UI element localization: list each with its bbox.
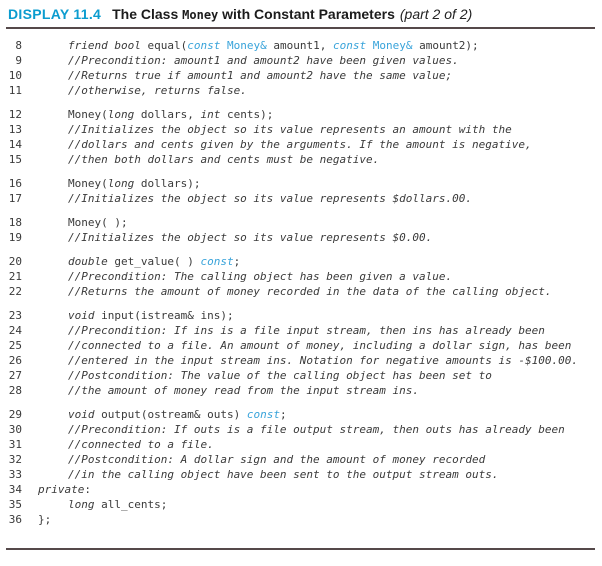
code-text: //entered in the input stream ins. Notation for negative amounts is -$100.00. — [68, 354, 578, 367]
code-listing — [8, 38, 600, 527]
code-line — [8, 407, 600, 422]
line-number: 20 — [8, 255, 22, 268]
code-text: //Precondition: If ins is a file input stream, then ins has already been — [68, 324, 545, 337]
code-line — [8, 68, 600, 83]
code-line — [8, 83, 600, 98]
line-number: 36 — [8, 513, 22, 526]
code-line — [8, 497, 600, 512]
code-line — [8, 353, 600, 368]
display-title-text-2: with Constant Parameters — [218, 6, 395, 22]
code-text: //Postcondition: The value of the calling object has been set to — [68, 369, 492, 382]
code-line — [8, 512, 600, 527]
code-line — [8, 308, 600, 323]
line-number: 34 — [8, 483, 22, 496]
code-text: //otherwise, returns false. — [68, 84, 247, 97]
code-text: //Precondition: amount1 and amount2 have been given values. — [68, 54, 459, 67]
line-number: 33 — [8, 468, 22, 481]
code-text: //Precondition: If outs is a file output stream, then outs has already been — [68, 423, 565, 436]
line-number: 29 — [8, 408, 22, 421]
code-text: private: — [38, 483, 91, 496]
code-line — [8, 215, 600, 230]
code-line — [8, 422, 600, 437]
line-number: 10 — [8, 69, 22, 82]
code-line — [8, 107, 600, 122]
code-line — [8, 122, 600, 137]
line-number: 35 — [8, 498, 22, 511]
code-text: //Precondition: The calling object has been given a value. — [68, 270, 453, 283]
code-text: //then both dollars and cents must be negative. — [68, 153, 380, 166]
code-line — [8, 191, 600, 206]
code-text: Money(long dollars); — [68, 177, 201, 190]
code-text: double get_value( ) const; — [68, 255, 241, 268]
header-divider — [6, 27, 595, 29]
bottom-divider — [6, 548, 595, 550]
code-text: //Initializes the object so its value represents an amount with the — [68, 123, 512, 136]
line-number: 15 — [8, 153, 22, 166]
display-title — [112, 6, 395, 22]
code-text: void input(istream& ins); — [68, 309, 234, 322]
line-number: 18 — [8, 216, 22, 229]
line-number: 8 — [15, 39, 22, 52]
code-text: //in the calling object have been sent to the output stream outs. — [68, 468, 499, 481]
line-number: 25 — [8, 339, 22, 352]
code-text: //dollars and cents given by the arguments. If the amount is negative, — [68, 138, 532, 151]
line-number: 17 — [8, 192, 22, 205]
code-line — [8, 452, 600, 467]
code-line — [8, 467, 600, 482]
code-text: friend bool equal(const Money& amount1, const Money& amount2); — [68, 39, 479, 52]
line-number: 30 — [8, 423, 22, 436]
code-text: //Initializes the object so its value represents $dollars.00. — [68, 192, 472, 205]
line-number: 21 — [8, 270, 22, 283]
code-line — [8, 137, 600, 152]
code-line — [8, 383, 600, 398]
code-line — [8, 368, 600, 383]
code-line — [8, 482, 600, 497]
code-text: Money(long dollars, int cents); — [68, 108, 274, 121]
code-text: //connected to a file. — [68, 438, 214, 451]
code-line — [8, 323, 600, 338]
code-text: //connected to a file. An amount of money, including a dollar sign, has been — [68, 339, 572, 352]
display-header — [8, 6, 598, 22]
line-number: 32 — [8, 453, 22, 466]
code-line — [8, 254, 600, 269]
line-number: 26 — [8, 354, 22, 367]
line-number: 27 — [8, 369, 22, 382]
code-line — [8, 53, 600, 68]
code-text: }; — [38, 513, 52, 526]
display-part-label: (part 2 of 2) — [399, 6, 473, 22]
code-line — [8, 338, 600, 353]
line-number: 11 — [8, 84, 22, 97]
code-text: //Postcondition: A dollar sign and the amount of money recorded — [68, 453, 486, 466]
code-line — [8, 230, 600, 245]
line-number: 22 — [8, 285, 22, 298]
display-title-text-1: The Class — [112, 6, 183, 22]
code-text: //the amount of money read from the input stream ins. — [68, 384, 419, 397]
line-number: 9 — [15, 54, 22, 67]
code-line — [8, 38, 600, 53]
line-number: 13 — [8, 123, 22, 136]
code-text: //Initializes the object so its value represents $0.00. — [68, 231, 433, 244]
code-line — [8, 269, 600, 284]
line-number: 28 — [8, 384, 22, 397]
code-text: Money( ); — [68, 216, 128, 229]
code-line — [8, 152, 600, 167]
code-line — [8, 284, 600, 299]
line-number: 16 — [8, 177, 22, 190]
code-line — [8, 176, 600, 191]
code-text: long all_cents; — [68, 498, 168, 511]
line-number: 31 — [8, 438, 22, 451]
line-number: 23 — [8, 309, 22, 322]
code-text: //Returns the amount of money recorded in the data of the calling object. — [68, 285, 552, 298]
line-number: 19 — [8, 231, 22, 244]
code-line — [8, 437, 600, 452]
code-text: void output(ostream& outs) const; — [68, 408, 287, 421]
line-number: 12 — [8, 108, 22, 121]
display-title-class-name: Money — [182, 8, 219, 22]
code-text: //Returns true if amount1 and amount2 have the same value; — [68, 69, 453, 82]
line-number: 14 — [8, 138, 22, 151]
line-number: 24 — [8, 324, 22, 337]
display-number-label: DISPLAY 11.4 — [8, 6, 102, 22]
